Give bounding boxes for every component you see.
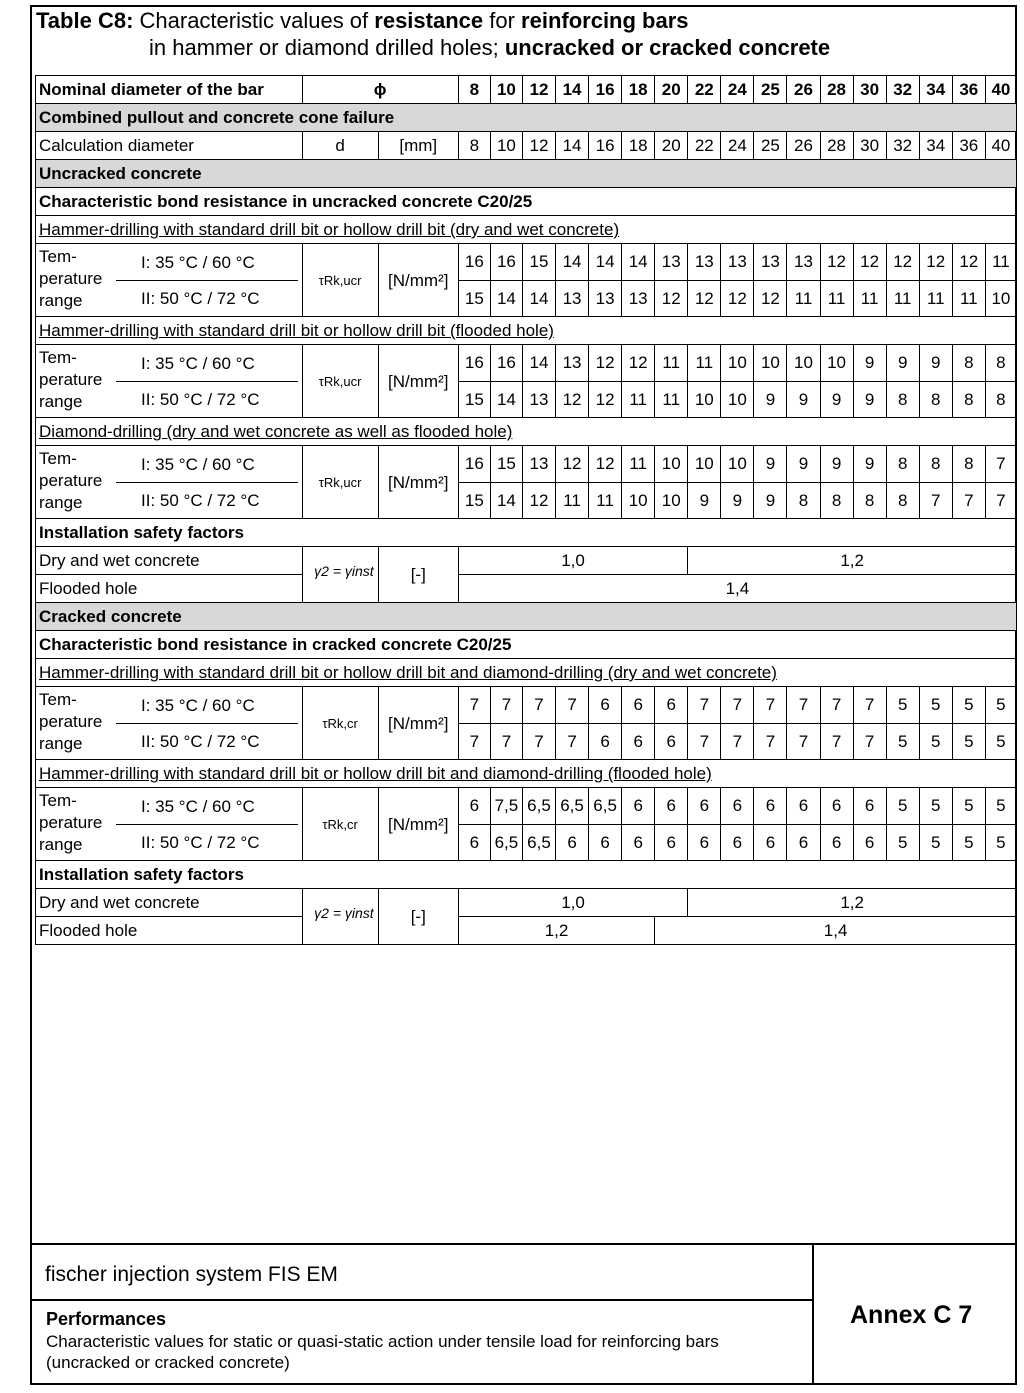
temperature-range-II: II: 50 °C / 72 °C: [141, 289, 260, 308]
value-cell: 5: [952, 824, 985, 861]
value-cell: 11: [655, 381, 688, 418]
value-cell: 7: [952, 482, 985, 519]
value-cell: 6: [754, 824, 787, 861]
value-cell: 9: [754, 381, 787, 418]
calc-diameter-unit: [mm]: [378, 132, 458, 160]
drilling-method-heading: Hammer-drilling with standard drill bit or hollow drill bit (flooded hole): [36, 317, 1017, 345]
value-cell: 11: [622, 381, 655, 418]
value-cell: 5: [886, 687, 919, 724]
temperature-range-label: Tem- perature range: [39, 690, 103, 753]
safety-factors-title: Installation safety factors: [36, 861, 1017, 889]
value-cell: 6: [688, 788, 721, 825]
unit-cell: [N/mm²]: [378, 244, 458, 317]
value-cell: 8: [985, 381, 1016, 418]
value-cell: 6: [820, 788, 853, 825]
table-row: [36, 345, 1017, 382]
diameter-cell: 32: [886, 76, 919, 104]
calc-diameter-cell: 32: [886, 132, 919, 160]
value-cell: 6: [655, 824, 688, 861]
unit-cell: [N/mm²]: [378, 446, 458, 519]
diameter-cell: 22: [688, 76, 721, 104]
table-row: [36, 418, 1017, 446]
value-cell: 11: [853, 280, 886, 317]
value-cell: 12: [952, 244, 985, 281]
value-cell: 6: [688, 824, 721, 861]
value-cell: 6,5: [522, 788, 555, 825]
value-cell: 10: [985, 280, 1016, 317]
safety-factor-value: 1,0: [458, 889, 687, 917]
value-cell: 13: [556, 345, 589, 382]
calc-diameter-cell: 22: [688, 132, 721, 160]
value-cell: 6,5: [522, 824, 555, 861]
value-cell: 13: [787, 244, 820, 281]
value-cell: 12: [688, 280, 721, 317]
table-row: [36, 659, 1017, 687]
value-cell: 7: [721, 687, 754, 724]
value-cell: 6: [622, 723, 655, 760]
unit-cell: [N/mm²]: [378, 788, 458, 861]
annex-label: Annex C 7: [850, 1301, 973, 1329]
diameter-cell: 26: [787, 76, 820, 104]
value-cell: 6,5: [589, 788, 622, 825]
value-cell: 6: [589, 687, 622, 724]
temperature-range-label: Tem- perature range: [39, 247, 103, 310]
diameter-cell: 10: [490, 76, 522, 104]
diameter-cell: 16: [589, 76, 622, 104]
value-cell: 11: [820, 280, 853, 317]
value-cell: 10: [655, 482, 688, 519]
calc-diameter-cell: 8: [458, 132, 490, 160]
unit-cell: [N/mm²]: [378, 345, 458, 418]
value-cell: 14: [490, 482, 522, 519]
safety-factor-value: 1,4: [458, 575, 1016, 603]
table-row: [36, 188, 1017, 216]
value-cell: 6: [589, 824, 622, 861]
value-cell: 10: [754, 345, 787, 382]
section-combined: Combined pullout and concrete cone failure: [36, 104, 1017, 132]
safety-factor-value: 1,2: [688, 889, 1017, 917]
temperature-range-I: I: 35 °C / 60 °C: [141, 354, 255, 373]
value-cell: 8: [886, 446, 919, 483]
table-row: [36, 244, 1017, 281]
value-cell: 8: [985, 345, 1016, 382]
value-cell: 9: [754, 446, 787, 483]
gamma-symbol: γ2 = γinst: [302, 889, 378, 945]
safety-factor-value: 1,4: [655, 917, 1017, 945]
diameter-cell: 20: [655, 76, 688, 104]
value-cell: 13: [655, 244, 688, 281]
calc-diameter-symbol: d: [302, 132, 378, 160]
value-cell: 11: [622, 446, 655, 483]
value-cell: 14: [522, 345, 555, 382]
value-cell: 6: [853, 824, 886, 861]
header-label: Nominal diameter of the bar: [36, 76, 303, 104]
value-cell: 10: [820, 345, 853, 382]
value-cell: 8: [952, 381, 985, 418]
value-cell: 9: [886, 345, 919, 382]
value-cell: 7,5: [490, 788, 522, 825]
value-cell: 7: [522, 687, 555, 724]
performances-title: Performances: [46, 1309, 167, 1329]
temperature-range-cell: [36, 788, 303, 861]
value-cell: 7: [490, 687, 522, 724]
value-cell: 5: [886, 723, 919, 760]
value-cell: 7: [721, 723, 754, 760]
value-cell: 8: [919, 381, 952, 418]
value-cell: 7: [787, 723, 820, 760]
table-row: [36, 861, 1017, 889]
flooded-hole-label: Flooded hole: [36, 917, 303, 945]
value-cell: 10: [721, 381, 754, 418]
value-cell: 10: [622, 482, 655, 519]
diameter-cell: 14: [556, 76, 589, 104]
value-cell: 12: [522, 482, 555, 519]
dry-wet-label: Dry and wet concrete: [36, 547, 303, 575]
value-cell: 12: [589, 446, 622, 483]
tau-symbol: τRk,cr: [302, 788, 378, 861]
value-cell: 12: [754, 280, 787, 317]
value-cell: 6: [787, 788, 820, 825]
value-cell: 13: [589, 280, 622, 317]
value-cell: 5: [985, 723, 1016, 760]
value-cell: 11: [688, 345, 721, 382]
value-cell: 13: [556, 280, 589, 317]
diameter-cell: 34: [919, 76, 952, 104]
drilling-method-heading: Hammer-drilling with standard drill bit or hollow drill bit (dry and wet concrete): [36, 216, 1017, 244]
value-cell: 8: [853, 482, 886, 519]
value-cell: 5: [886, 788, 919, 825]
value-cell: 10: [787, 345, 820, 382]
diameter-cell: 36: [952, 76, 985, 104]
value-cell: 10: [688, 381, 721, 418]
table-row: [36, 917, 1017, 945]
temperature-range-I: I: 35 °C / 60 °C: [141, 455, 255, 474]
value-cell: 8: [886, 381, 919, 418]
diameter-cell: 28: [820, 76, 853, 104]
value-cell: 6: [622, 687, 655, 724]
value-cell: 9: [853, 381, 886, 418]
value-cell: 9: [721, 482, 754, 519]
value-cell: 7: [919, 482, 952, 519]
temperature-range-label: Tem- perature range: [39, 348, 103, 411]
drilling-method-heading: Hammer-drilling with standard drill bit or hollow drill bit and diamond-drilling (flooded hole): [36, 760, 1017, 788]
diameter-cell: 30: [853, 76, 886, 104]
value-cell: 6: [655, 687, 688, 724]
value-cell: 6: [853, 788, 886, 825]
value-cell: 9: [754, 482, 787, 519]
tau-symbol: τRk,ucr: [302, 446, 378, 519]
gamma-unit: [-]: [378, 889, 458, 945]
table-row: [36, 160, 1017, 188]
value-cell: 5: [952, 723, 985, 760]
value-cell: 7: [820, 723, 853, 760]
diameter-cell: 25: [754, 76, 787, 104]
value-cell: 12: [655, 280, 688, 317]
value-cell: 9: [820, 446, 853, 483]
calc-diameter-cell: 12: [522, 132, 555, 160]
value-cell: 7: [820, 687, 853, 724]
temperature-range-cell: [36, 446, 303, 519]
value-cell: 10: [655, 446, 688, 483]
value-cell: 6: [622, 824, 655, 861]
value-cell: 11: [919, 280, 952, 317]
drilling-method-heading: Hammer-drilling with standard drill bit or hollow drill bit and diamond-drilling (dry and wet concrete): [36, 659, 1017, 687]
value-cell: 12: [556, 446, 589, 483]
value-cell: 11: [655, 345, 688, 382]
value-cell: 16: [458, 244, 490, 281]
tau-symbol: τRk,ucr: [302, 244, 378, 317]
value-cell: 13: [754, 244, 787, 281]
calc-diameter-cell: 24: [721, 132, 754, 160]
value-cell: 5: [919, 723, 952, 760]
temperature-range-I: I: 35 °C / 60 °C: [141, 696, 255, 715]
safety-factor-value: 1,2: [688, 547, 1017, 575]
value-cell: 15: [522, 244, 555, 281]
value-cell: 6: [589, 723, 622, 760]
value-cell: 12: [721, 280, 754, 317]
value-cell: 13: [721, 244, 754, 281]
tau-symbol: τRk,ucr: [302, 345, 378, 418]
safety-factor-value: 1,2: [458, 917, 654, 945]
value-cell: 6: [787, 824, 820, 861]
section-uncracked: Uncracked concrete: [36, 160, 1017, 188]
table-row: [36, 317, 1017, 345]
value-cell: 12: [853, 244, 886, 281]
value-cell: 14: [490, 280, 522, 317]
diameter-cell: 12: [522, 76, 555, 104]
diameter-cell: 18: [622, 76, 655, 104]
value-cell: 14: [556, 244, 589, 281]
value-cell: 6: [721, 824, 754, 861]
value-cell: 7: [853, 687, 886, 724]
value-cell: 9: [853, 446, 886, 483]
value-cell: 7: [458, 723, 490, 760]
value-cell: 9: [787, 381, 820, 418]
value-cell: 11: [787, 280, 820, 317]
value-cell: 11: [985, 244, 1016, 281]
calc-diameter-cell: 40: [985, 132, 1016, 160]
value-cell: 6: [622, 788, 655, 825]
value-cell: 13: [688, 244, 721, 281]
value-cell: 6,5: [556, 788, 589, 825]
table-row: [36, 132, 1017, 160]
value-cell: 15: [490, 446, 522, 483]
value-cell: 16: [490, 244, 522, 281]
value-cell: 13: [522, 381, 555, 418]
value-cell: 15: [458, 280, 490, 317]
value-cell: 16: [458, 446, 490, 483]
value-cell: 7: [985, 446, 1016, 483]
calc-diameter-cell: 28: [820, 132, 853, 160]
value-cell: 5: [985, 687, 1016, 724]
safety-factors-title: Installation safety factors: [36, 519, 1017, 547]
value-cell: 5: [886, 824, 919, 861]
value-cell: 11: [589, 482, 622, 519]
value-cell: 14: [490, 381, 522, 418]
system-name: fischer injection system FIS EM: [45, 1263, 338, 1286]
value-cell: 12: [622, 345, 655, 382]
table-row: [36, 519, 1017, 547]
value-cell: 7: [522, 723, 555, 760]
temperature-range-cell: [36, 345, 303, 418]
value-cell: 6: [655, 788, 688, 825]
table-row: [36, 889, 1017, 917]
value-cell: 8: [952, 446, 985, 483]
gamma-unit: [-]: [378, 547, 458, 603]
value-cell: 14: [622, 244, 655, 281]
value-cell: 10: [688, 446, 721, 483]
value-cell: 15: [458, 381, 490, 418]
value-cell: 11: [886, 280, 919, 317]
value-cell: 15: [458, 482, 490, 519]
table-title: Table C8: Characteristic values of resistance for reinforcing bars in hammer or diamond drilled holes; uncracked or cracked concrete: [36, 8, 831, 60]
gamma-symbol: γ2 = γinst: [302, 547, 378, 603]
temperature-range-cell: [36, 687, 303, 760]
characteristic-values-table: [35, 75, 1017, 945]
diameter-cell: 40: [985, 76, 1016, 104]
value-cell: 12: [919, 244, 952, 281]
value-cell: 9: [820, 381, 853, 418]
value-cell: 13: [522, 446, 555, 483]
temperature-range-I: I: 35 °C / 60 °C: [141, 253, 255, 272]
temperature-range-cell: [36, 244, 303, 317]
diameter-cell: 24: [721, 76, 754, 104]
calc-diameter-cell: 18: [622, 132, 655, 160]
value-cell: 5: [985, 788, 1016, 825]
performances-description: Characteristic values for static or quasi-static action under tensile load for reinforcing bars (uncracked or cracked concrete): [46, 1332, 719, 1372]
temperature-range-II: II: 50 °C / 72 °C: [141, 833, 260, 852]
value-cell: 11: [556, 482, 589, 519]
value-cell: 6: [820, 824, 853, 861]
calc-diameter-cell: 26: [787, 132, 820, 160]
calc-diameter-cell: 36: [952, 132, 985, 160]
bond-resistance-title: Characteristic bond resistance in cracked concrete C20/25: [36, 631, 1017, 659]
value-cell: 7: [556, 723, 589, 760]
value-cell: 6: [754, 788, 787, 825]
drilling-method-heading: Diamond-drilling (dry and wet concrete as well as flooded hole): [36, 418, 1017, 446]
temperature-range-II: II: 50 °C / 72 °C: [141, 491, 260, 510]
diameter-cell: 8: [458, 76, 490, 104]
temperature-range-II: II: 50 °C / 72 °C: [141, 390, 260, 409]
temperature-range-label: Tem- perature range: [39, 791, 103, 854]
value-cell: 14: [522, 280, 555, 317]
table-row: [36, 603, 1017, 631]
table-row: [36, 788, 1017, 825]
value-cell: 8: [886, 482, 919, 519]
value-cell: 7: [754, 687, 787, 724]
calc-diameter-cell: 14: [556, 132, 589, 160]
temperature-range-I: I: 35 °C / 60 °C: [141, 797, 255, 816]
value-cell: 6: [458, 824, 490, 861]
value-cell: 12: [589, 345, 622, 382]
table-row: [36, 760, 1017, 788]
value-cell: 6,5: [490, 824, 522, 861]
value-cell: 14: [589, 244, 622, 281]
calc-diameter-cell: 34: [919, 132, 952, 160]
value-cell: 8: [820, 482, 853, 519]
value-cell: 12: [820, 244, 853, 281]
value-cell: 9: [853, 345, 886, 382]
value-cell: 6: [458, 788, 490, 825]
temperature-range-label: Tem- perature range: [39, 449, 103, 512]
calc-diameter-cell: 30: [853, 132, 886, 160]
value-cell: 7: [688, 687, 721, 724]
value-cell: 7: [754, 723, 787, 760]
value-cell: 7: [688, 723, 721, 760]
flooded-hole-label: Flooded hole: [36, 575, 303, 603]
value-cell: 5: [952, 788, 985, 825]
value-cell: 16: [458, 345, 490, 382]
table-row: [36, 104, 1017, 132]
value-cell: 12: [886, 244, 919, 281]
value-cell: 12: [589, 381, 622, 418]
value-cell: 10: [721, 345, 754, 382]
table-row: [36, 687, 1017, 724]
value-cell: 5: [919, 788, 952, 825]
tau-symbol: τRk,cr: [302, 687, 378, 760]
value-cell: 12: [556, 381, 589, 418]
section-cracked: Cracked concrete: [36, 603, 1017, 631]
value-cell: 11: [952, 280, 985, 317]
table-row: [36, 216, 1017, 244]
table-row: [36, 575, 1017, 603]
value-cell: 7: [985, 482, 1016, 519]
value-cell: 7: [556, 687, 589, 724]
value-cell: 7: [458, 687, 490, 724]
value-cell: 9: [787, 446, 820, 483]
value-cell: 5: [952, 687, 985, 724]
value-cell: 5: [919, 687, 952, 724]
value-cell: 8: [787, 482, 820, 519]
dry-wet-label: Dry and wet concrete: [36, 889, 303, 917]
value-cell: 7: [853, 723, 886, 760]
footer: [30, 1243, 1017, 1385]
bond-resistance-title: Characteristic bond resistance in uncracked concrete C20/25: [36, 188, 1017, 216]
value-cell: 6: [655, 723, 688, 760]
calc-diameter-cell: 16: [589, 132, 622, 160]
calc-diameter-label: Calculation diameter: [36, 132, 303, 160]
table-row: [36, 631, 1017, 659]
value-cell: 7: [787, 687, 820, 724]
table-row: [36, 76, 1017, 104]
table-row: [36, 446, 1017, 483]
value-cell: 8: [952, 345, 985, 382]
calc-diameter-cell: 10: [490, 132, 522, 160]
value-cell: 9: [919, 345, 952, 382]
value-cell: 5: [985, 824, 1016, 861]
value-cell: 13: [622, 280, 655, 317]
table-row: [36, 547, 1017, 575]
value-cell: 8: [919, 446, 952, 483]
value-cell: 9: [688, 482, 721, 519]
value-cell: 6: [721, 788, 754, 825]
safety-factor-value: 1,0: [458, 547, 687, 575]
value-cell: 6: [556, 824, 589, 861]
calc-diameter-cell: 20: [655, 132, 688, 160]
value-cell: 5: [919, 824, 952, 861]
header-symbol: ϕ: [302, 76, 458, 104]
unit-cell: [N/mm²]: [378, 687, 458, 760]
temperature-range-II: II: 50 °C / 72 °C: [141, 732, 260, 751]
value-cell: 16: [490, 345, 522, 382]
value-cell: 7: [490, 723, 522, 760]
calc-diameter-cell: 25: [754, 132, 787, 160]
value-cell: 10: [721, 446, 754, 483]
